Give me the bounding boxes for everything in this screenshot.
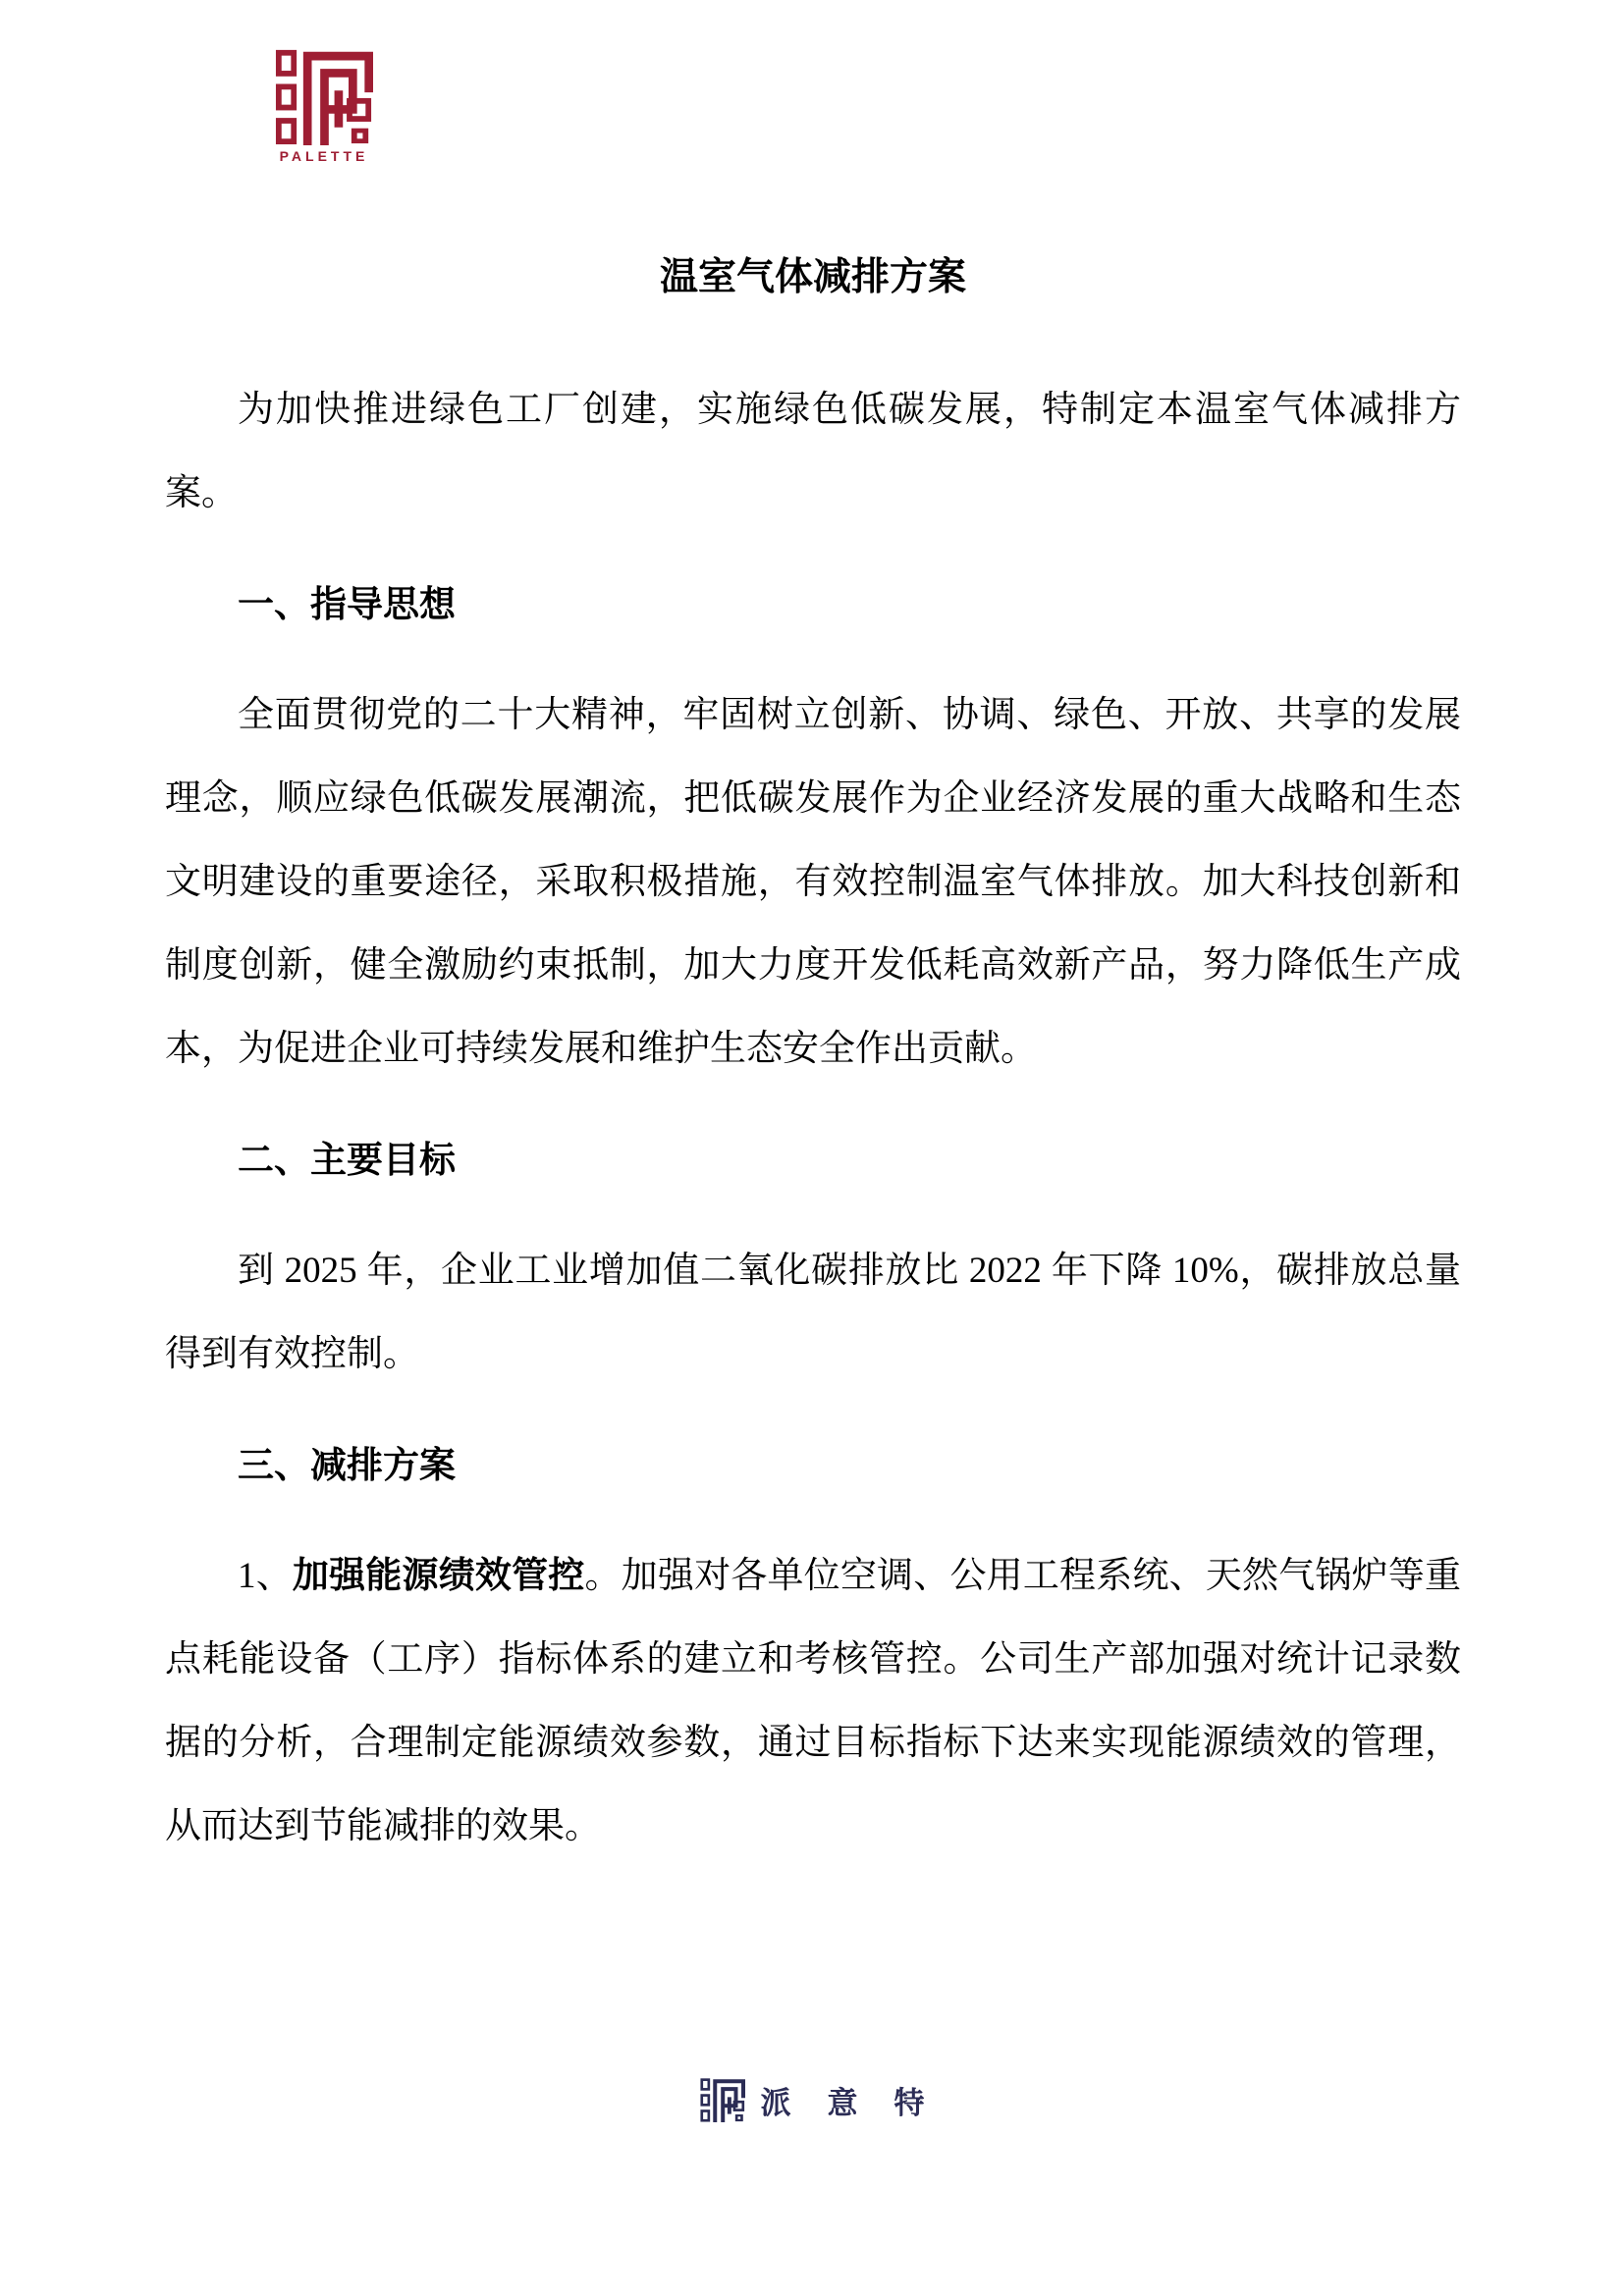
section-heading-2: 二、主要目标	[238, 1140, 456, 1180]
document-content	[165, 236, 1461, 1868]
page-title: 温室气体减排方案	[659, 256, 966, 298]
section-paragraph-1: 全面贯彻党的二十大精神，牢固树立创新、协调、绿色、开放、共享的发展理念，顺应绿色低碳发展潮流，把低碳发展作为企业经济发展的重大战略和生态文明建设的重要途径，采取积极措施，有效控制温室气体排放。加大科技创新和制度创新，健全激励约束抵制，加大力度开发低耗高效新产品，努力降低生产成本，为促进企业可持续发展和维护生态安全作出贡献。	[165, 695, 1461, 1069]
section-paragraph-3	[165, 1534, 1461, 1868]
footer-brand-name: 派意特	[760, 2085, 961, 2120]
section-heading-3: 三、减排方案	[238, 1445, 456, 1485]
footer-brand-logo	[0, 2077, 1624, 2122]
header-brand-logo	[272, 47, 376, 164]
list-item-number: 1、	[238, 1556, 293, 1596]
palette-maze-logo-icon	[275, 47, 373, 145]
list-item-text: 。加强对各单位空调、公用工程系统、天然气锅炉等重点耗能设备（工序）指标体系的建立和考核管控。公司生产部加强对统计记录数据的分析，合理制定能源绩效参数，通过目标指标下达来实现能源绩效的管理，从而达到节能减排的效果。	[165, 1556, 1462, 1846]
section-heading-1: 一、指导思想	[238, 584, 456, 624]
list-item-bold-lead: 加强能源绩效管控	[292, 1556, 585, 1596]
section-paragraph-2: 到 2025 年，企业工业增加值二氧化碳排放比 2022 年下降 10%，碳排放总量得到有效控制。	[165, 1251, 1461, 1374]
header-brand-name: PALETTE	[279, 148, 369, 164]
intro-paragraph: 为加快推进绿色工厂创建，实施绿色低碳发展，特制定本温室气体减排方案。	[165, 390, 1461, 513]
paiyite-maze-logo-icon	[700, 2077, 745, 2122]
